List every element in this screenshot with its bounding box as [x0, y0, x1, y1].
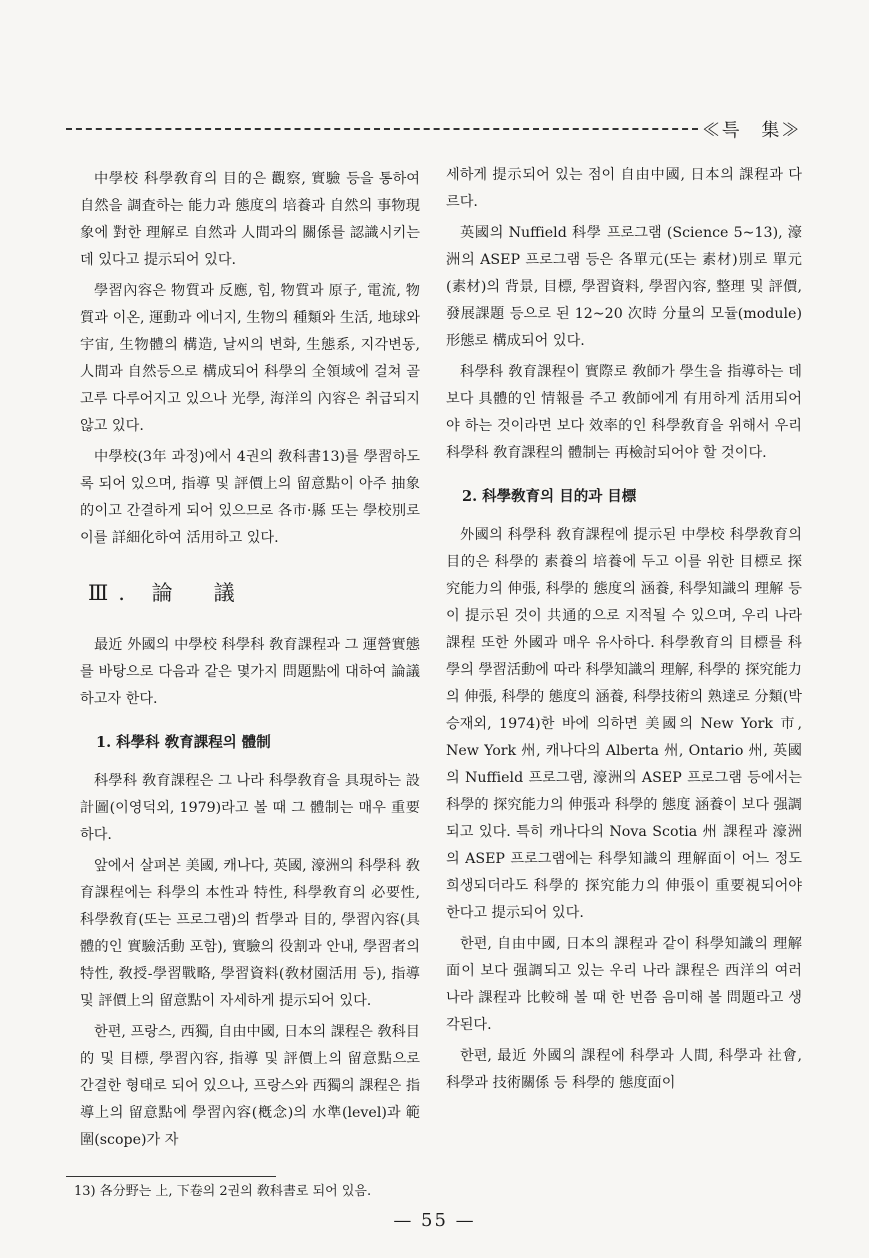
paragraph: 한편, 프랑스, 西獨, 自由中國, 日本의 課程은 敎科目的 및 目標, 學習內容, 指導 및 評價上의 留意點으로 간결한 형태로 되어 있으나, 프랑스와 西獨의 課程은 指導上의 留意點에 學習內容(槪念)의 水準(level)과 範圍(scope)가 자	[80, 1024, 421, 1148]
paragraph: 外國의 科學科 敎育課程에 提示된 中學校 科學敎育의 目的은 科學的 素養의 培養에 두고 이를 위한 目標로 探究能力의 伸張, 科學的 態度의 涵養, 科學知識의 理解 등이 提示된 것이 共通的으로 지적될 수 있으며, 우리 나라 課程 또한 外國과 매우 유사하다. 科學敎育의 目標를 科學의 學習活動에 따라 科學知識의 理解, 科學的 探究能力의 伸張, 科學的 態度의 涵養, 科學技術의 熟達로 分類(박승재외, 1974)한 바에 의하면 美國의 New York 市, New York 州, 캐나다의 Alberta 州, Ontario 州, 英國의 Nuffield 프로그램, 濠洲의 ASEP 프로그램 등에서는 科學的 探究能力의 伸張과 科學的 態度 涵養이 보다 强調되고 있다. 특히 캐나다의 Nova Scotia 州 課程과 濠洲의 ASEP 프로그램에는 科學知識의 理解面이 어느 정도 희생되더라도 科學的 探究能力의 伸張이 重要視되어야 한다고 提示되어 있다.	[446, 527, 802, 921]
section-tag: ≪특 集≫	[702, 120, 802, 141]
left-column	[80, 166, 420, 1158]
footnote-rule	[66, 1176, 276, 1177]
paragraph: 學習內容은 物質과 反應, 힘, 物質과 原子, 電流, 物質과 이온, 運動과 에너지, 生物의 種類와 生活, 地球와 宇宙, 生物體의 構造, 날씨의 변화, 生態系, 지각변동, 人間과 自然등으로 構成되어 科學의 全領域에 걸쳐 골고루 다루어지고 있으나 光學, 海洋의 內容은 취급되지 않고 있다.	[80, 283, 420, 434]
page-number: — 55 —	[393, 1210, 476, 1231]
subsection-heading: 1. 科學科 敎育課程의 體制	[96, 734, 271, 751]
paragraph: 英國의 Nuffield 科學 프로그램 (Science 5∼13), 濠洲의 ASEP 프로그램 등은 各單元(또는 素材)別로 單元(素材)의 背景, 目標, 學習資料, 學習內容, 整理 및 評價, 發展課題 등으로 된 12∼20 次時 分量의 모듈(module)形態로 構成되어 있다.	[446, 225, 802, 349]
right-column	[446, 162, 802, 1101]
paragraph: 科學科 敎育課程은 그 나라 科學敎育을 具現하는 設計圖(이영덕외, 1979)라고 볼 때 그 體制는 매우 重要하다.	[80, 773, 420, 843]
paragraph: 앞에서 살펴본 美國, 캐나다, 英國, 濠洲의 科學科 敎育課程에는 科學의 本性과 特性, 科學敎育의 必要性, 科學敎育(또는 프로그램)의 哲學과 目的, 學習內容(具體的인 實驗活動 포함), 實驗의 役割과 안내, 學習者의 特性, 敎授-學習戰略, 學習資料(敎材園活用 등), 指導 및 評價上의 留意點이 자세하게 提示되어 있다.	[80, 858, 420, 1009]
subsection-heading: 2. 科學敎育의 目的과 目標	[462, 488, 637, 505]
paragraph: 中學校 科學敎育의 目的은 觀察, 實驗 등을 통하여 自然을 調査하는 能力과 態度의 培養과 自然의 事物現象에 對한 理解로 自然과 人間과의 關係를 認識시키는 데 있다고 提示되어 있다.	[80, 171, 420, 268]
header-dashed-rule	[66, 128, 698, 130]
paragraph: 中學校(3年 과정)에서 4권의 敎科書13)를 學習하도록 되어 있으며, 指導 및 評價上의 留意點이 아주 抽象的이고 간결하게 되어 있으므로 各市·縣 또는 學校別로 이를 詳細化하여 活用하고 있다.	[80, 449, 420, 546]
section-heading: Ⅲ. 論 議	[88, 581, 245, 605]
paragraph: 最近 外國의 中學校 科學科 敎育課程과 그 運營實態를 바탕으로 다음과 같은 몇가지 問題點에 대하여 論議하고자 한다.	[80, 637, 420, 707]
paragraph: 한편, 最近 外國의 課程에 科學과 人間, 科學과 社會, 科學과 技術關係 등 科學的 態度面이	[446, 1048, 802, 1091]
paragraph: 한편, 自由中國, 日本의 課程과 같이 科學知識의 理解面이 보다 强調되고 있는 우리 나라 課程은 西洋의 여러 나라 課程과 比較해 볼 때 한 번쯤 음미해 볼 問題라고 생각된다.	[446, 936, 802, 1033]
paragraph: 科學科 敎育課程이 實際로 敎師가 學生을 指導하는 데 보다 具體的인 情報를 주고 敎師에게 有用하게 活用되어야 하는 것이라면 보다 效率的인 科學敎育을 위해서 우리 科學科 敎育課程의 體制는 再檢討되어야 할 것이다.	[446, 364, 802, 461]
paragraph: 세하게 提示되어 있는 점이 自由中國, 日本의 課程과 다르다.	[446, 167, 802, 210]
footnote: 13) 各分野는 上, 下卷의 2권의 敎科書로 되어 있음.	[74, 1184, 372, 1199]
